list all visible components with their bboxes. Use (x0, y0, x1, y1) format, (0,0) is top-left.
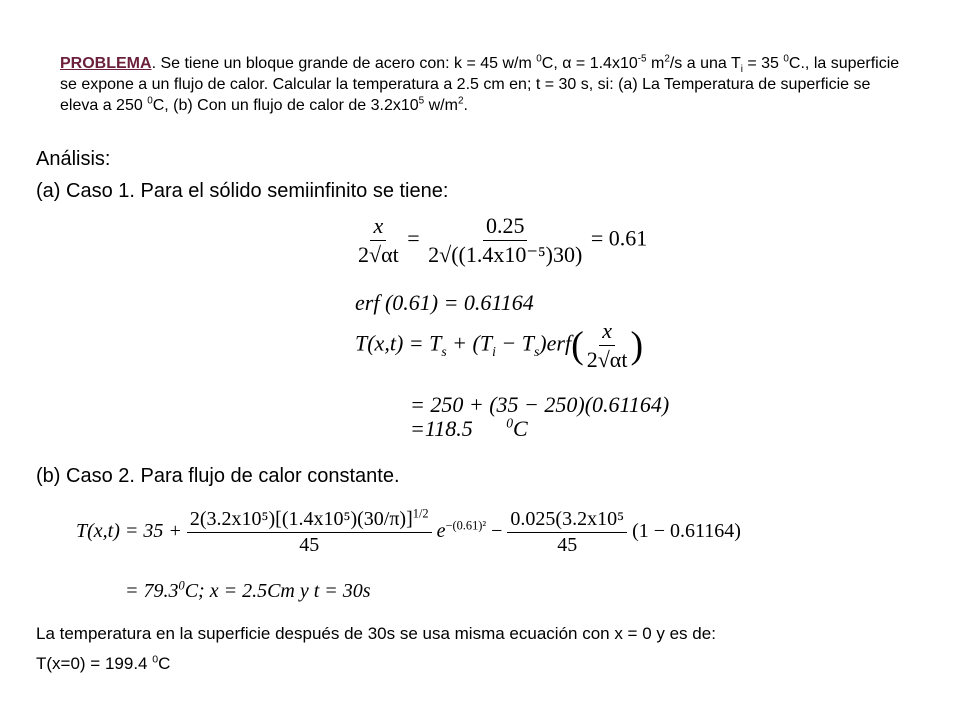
surface-result: T(x=0) = 199.4 $^0$C (36, 653, 171, 673)
equation-6: T(x,t) = 35 + $\frac{2(3.2x10^5)[(1.4x10^5)(30/\pi)]^{1/2}}{45}$ $e^{-(0.61)^2}$ − $\frac{\text{0.025(3.2x10⁵}}{45}$ (1 − 0.61164) (76, 506, 741, 556)
equation-5: =118.5 $^0$C (410, 415, 528, 441)
equation-1: $\frac{x}{2√\alpha t}$ = $\frac{0.25}{\text{2√((1.4x10⁻⁵)30)}}$ = 0.61 (355, 213, 647, 268)
analysis-title: Análisis: (36, 148, 111, 170)
surface-note: La temperatura en la superficie después de 30s se usa misma ecuación con x = 0 y es de: (36, 624, 716, 643)
equation-4: = 250 + (35 − 250)(0.61164) (410, 392, 670, 417)
equation-7: = $79.3^0C$; x = 2.5Cm y t = 30s (125, 578, 371, 602)
fraction-erf-arg: $\frac{x}{2√\alpha t}$ (586, 318, 628, 372)
case-a-heading: (a) Caso 1. Para el sólido semiinfinito se tiene: (36, 180, 449, 202)
fraction-left: $\frac{x}{2√\alpha t}$ (358, 213, 399, 267)
fraction-right: $\frac{0.25}{\text{2√((1.4x10⁻⁵)30)}}$ (428, 213, 583, 267)
equation-3: $T(x,t) = T_s + (T_i - T_s)erf$( $\frac{x}{2√\alpha t}$ ) (355, 318, 644, 372)
equation-2: erf (0.61) = 0.61164 (355, 290, 534, 315)
problem-label: PROBLEMA (60, 55, 152, 72)
case-b-heading: (b) Caso 2. Para flujo de calor constante. (36, 465, 400, 487)
problem-statement: PROBLEMA. Se tiene un bloque grande de acero con: k = 45 w/m $^0$C, $\alpha = 1.4x10^{-5}$ $m^2/s$ a una $T_i = 35$ $^0$C., la superficie se expone a un flujo de calor. Calcular la temperatura a 2.5 cm en; t = 30 s, si: (a) La Temperatura de superficie se eleva a 250 $^0$C, (b) Con un flujo de calor de $3.2x10^5$ $w/m^2$. (60, 53, 900, 114)
fraction-second-term: $\frac{\text{0.025(3.2x10⁵}}{45}$ (507, 508, 627, 557)
fraction-flux: $\frac{2(3.2x10^5)[(1.4x10^5)(30/\pi)]^{1/2}}{45}$ (187, 508, 432, 557)
